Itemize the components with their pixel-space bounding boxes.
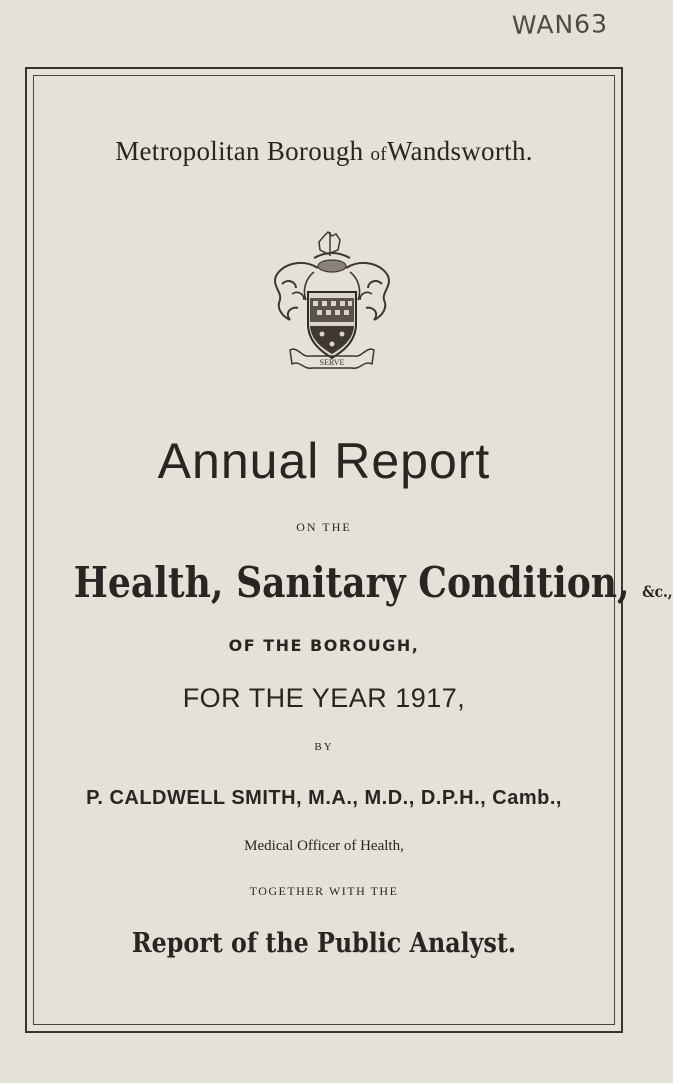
health-heading-etc: &c.,	[642, 582, 673, 601]
health-heading	[73, 558, 673, 607]
borough-heading	[33, 136, 615, 167]
svg-text:SERVE: SERVE	[319, 358, 345, 367]
crest-icon	[262, 228, 402, 373]
coat-of-arms	[262, 228, 402, 373]
report-title: Annual Report	[157, 433, 491, 489]
borough-heading-part2: Wandsworth.	[386, 136, 533, 166]
by-text: BY	[314, 741, 334, 753]
on-the-text: ON THE	[296, 520, 352, 534]
borough-heading-of: of	[370, 144, 387, 165]
author-role: Medical Officer of Health,	[244, 838, 404, 854]
public-analyst-heading: Report of the Public Analyst.	[131, 928, 517, 959]
health-heading-text: Health, Sanitary Condition,	[73, 558, 630, 607]
of-the-borough-text: OF THE BOROUGH,	[228, 636, 420, 655]
year-text: FOR THE YEAR 1917,	[182, 683, 466, 713]
together-text: TOGETHER WITH THE	[249, 884, 399, 898]
borough-heading-part1: Metropolitan Borough	[115, 136, 364, 166]
handwritten-reference: WAN63	[511, 9, 609, 40]
author-name: P. CALDWELL SMITH, M.A., M.D., D.P.H., Camb.,	[86, 787, 562, 809]
inner-border	[33, 75, 615, 1025]
